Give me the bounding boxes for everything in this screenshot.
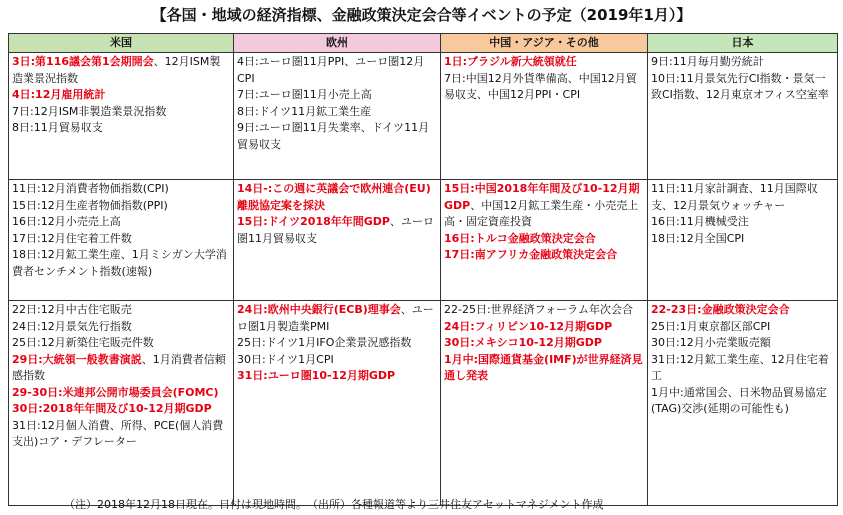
event-text: 15日:中国2018年年間及び10-12月期GDP (444, 182, 640, 212)
table-row (9, 180, 838, 301)
event-item (12, 54, 230, 87)
event-item (237, 104, 437, 121)
event-item (444, 335, 644, 352)
cell-japan (648, 180, 838, 301)
event-text-tail: 、ユーロ圏1月製造業PMI (237, 303, 434, 333)
event-text: 8日:ドイツ11月鉱工業生産 (237, 104, 372, 118)
event-text: 15日:ドイツ2018年年間GDP (237, 215, 390, 228)
event-item (12, 198, 230, 215)
event-item (12, 418, 230, 451)
event-text-tail: 、中国12月鉱工業生産・小売売上高・固定資産投資 (444, 198, 639, 228)
event-text: 7日:ユーロ圏11月小売上高 (237, 88, 372, 101)
event-text: 1日:ブラジル新大統領就任 (444, 55, 577, 68)
event-text: 24日:フィリピン10-12月期GDP (444, 319, 613, 333)
event-item (651, 319, 834, 336)
event-text: 29日:大統領一般教書演説 (12, 352, 142, 366)
event-text-tail: 、1月消費者信頼感指数 (12, 352, 226, 382)
cell-europe (234, 53, 441, 180)
header-japan: 日本 (648, 34, 838, 53)
event-text: 18日:12月鉱工業生産、1月ミシガン大学消費者センチメント指数(速報) (12, 248, 227, 278)
event-item (237, 120, 437, 153)
event-text: 22日:12月中古住宅販売 (12, 303, 132, 316)
event-text: 9日:ユーロ圏11月失業率、ドイツ11月貿易収支 (237, 121, 430, 151)
event-item (651, 71, 834, 104)
event-text: 1月中:国際通貨基金(IMF)が世界経済見通し発表 (444, 352, 643, 382)
event-item (444, 231, 644, 248)
event-text: 14日-:この週に英議会で欧州連合(EU)離脱協定案を採決 (237, 182, 431, 212)
event-item (444, 302, 644, 319)
event-text: 11日:12月消費者物価指数(CPI) (12, 182, 169, 195)
event-text: 16日:11月機械受注 (651, 215, 749, 228)
event-item (12, 120, 230, 137)
event-item (12, 214, 230, 231)
footnote: （注）2018年12月18日現在。日付は現地時間。 （出所）各種報道等より三井住友アセットマネジメント作成 (64, 498, 604, 511)
event-item (651, 335, 834, 352)
cell-japan (648, 301, 838, 506)
event-text: 31日:12月鉱工業生産、12月住宅着工 (651, 352, 829, 382)
event-item (237, 54, 437, 87)
event-item (12, 319, 230, 336)
event-item (12, 104, 230, 121)
event-text: 16日:12月小売売上高 (12, 215, 121, 228)
event-text: 15日:12月生産者物価指数(PPI) (12, 198, 168, 212)
event-item (651, 352, 834, 385)
cell-japan (648, 53, 838, 180)
event-item (651, 231, 834, 248)
event-text: 7日:中国12月外貨準備高、中国12月貿易収支、中国12月PPI・CPI (444, 71, 637, 101)
event-text: 22-25日:世界経済フォーラム年次会合 (444, 303, 634, 316)
event-text: 9日:11月毎月勤労統計 (651, 55, 764, 68)
header-row (9, 34, 838, 53)
event-item (12, 401, 230, 418)
event-item (444, 319, 644, 336)
event-item (237, 335, 437, 352)
event-text: 22-23日:金融政策決定会合 (651, 303, 790, 316)
event-text: 16日:トルコ金融政策決定会合 (444, 231, 596, 245)
header-us: 米国 (9, 34, 234, 53)
event-item (12, 352, 230, 385)
cell-us (9, 53, 234, 180)
event-item (444, 54, 644, 71)
event-item (444, 247, 644, 264)
event-item (12, 302, 230, 319)
event-text: 17日:南アフリカ金融政策決定会合 (444, 248, 618, 261)
cell-us (9, 180, 234, 301)
event-item (12, 385, 230, 402)
event-text: 31日:12月個人消費、所得、PCE(個人消費支出)コア・デフレーター (12, 418, 224, 448)
event-text: 30日:ドイツ1月CPI (237, 352, 334, 366)
event-text: 3日:第116議会第1会期開会 (12, 55, 154, 68)
event-item (237, 368, 437, 385)
cell-asia (441, 180, 648, 301)
cell-asia (441, 53, 648, 180)
event-text: 25日:1月東京都区部CPI (651, 319, 771, 333)
event-item (444, 181, 644, 231)
event-item (237, 302, 437, 335)
page-title: 【各国・地域の経済指標、金融政策決定会合等イベントの予定（2019年1月）】 (151, 6, 692, 24)
header-europe: 欧州 (234, 34, 441, 53)
cell-europe (234, 180, 441, 301)
event-text: 31日:ユーロ圏10-12月期GDP (237, 369, 396, 382)
event-calendar-table (8, 33, 838, 506)
event-item (651, 385, 834, 418)
event-item (12, 335, 230, 352)
event-text: 11日:11月家計調査、11月国際収支、12月景気ウォッチャー (651, 182, 818, 212)
table-row (9, 301, 838, 506)
event-text: 4日:ユーロ圏11月PPI、ユーロ圏12月CPI (237, 55, 425, 85)
event-text: 29-30日:米連邦公開市場委員会(FOMC) (12, 385, 219, 399)
event-text: 10日:11月景気先行CI指数・景気一致CI指数、12月東京オフィス空室率 (651, 71, 829, 101)
event-text: 24日:12月景気先行指数 (12, 319, 132, 333)
event-item (12, 87, 230, 104)
event-text: 4日:12月雇用統計 (12, 88, 106, 101)
table-row (9, 53, 838, 180)
event-text: 25日:12月新築住宅販売件数 (12, 336, 154, 349)
event-text-tail: 、ユーロ圏11月貿易収支 (237, 215, 434, 245)
event-text: 25日:ドイツ1月IFO企業景況感指数 (237, 336, 412, 349)
event-item (237, 87, 437, 104)
event-item (651, 214, 834, 231)
cell-asia (441, 301, 648, 506)
event-text: 30日:12月小売業販売額 (651, 336, 771, 349)
event-text: 17日:12月住宅着工件数 (12, 231, 132, 245)
event-item (12, 231, 230, 248)
event-text: 1月中:通常国会、日米物品貿易協定(TAG)交渉(延期の可能性も) (651, 385, 827, 415)
event-item (12, 181, 230, 198)
event-item (444, 352, 644, 385)
event-item (237, 352, 437, 369)
event-text: 7日:12月ISM非製造業景況指数 (12, 104, 167, 118)
event-text: 30日:2018年年間及び10-12月期GDP (12, 402, 212, 415)
event-item (651, 54, 834, 71)
event-item (651, 302, 834, 319)
event-item (12, 247, 230, 280)
cell-us (9, 301, 234, 506)
event-text: 30日:メキシコ10-12月期GDP (444, 336, 602, 349)
event-item (237, 214, 437, 247)
event-item (237, 181, 437, 214)
cell-europe (234, 301, 441, 506)
event-item (651, 181, 834, 214)
event-item (444, 71, 644, 104)
event-text: 8日:11月貿易収支 (12, 121, 103, 134)
event-text: 18日:12月全国CPI (651, 231, 745, 245)
event-text: 24日:欧州中央銀行(ECB)理事会 (237, 303, 401, 316)
event-text-tail: 、12月ISM製造業景況指数 (12, 55, 221, 85)
header-asia: 中国・アジア・その他 (441, 34, 648, 53)
